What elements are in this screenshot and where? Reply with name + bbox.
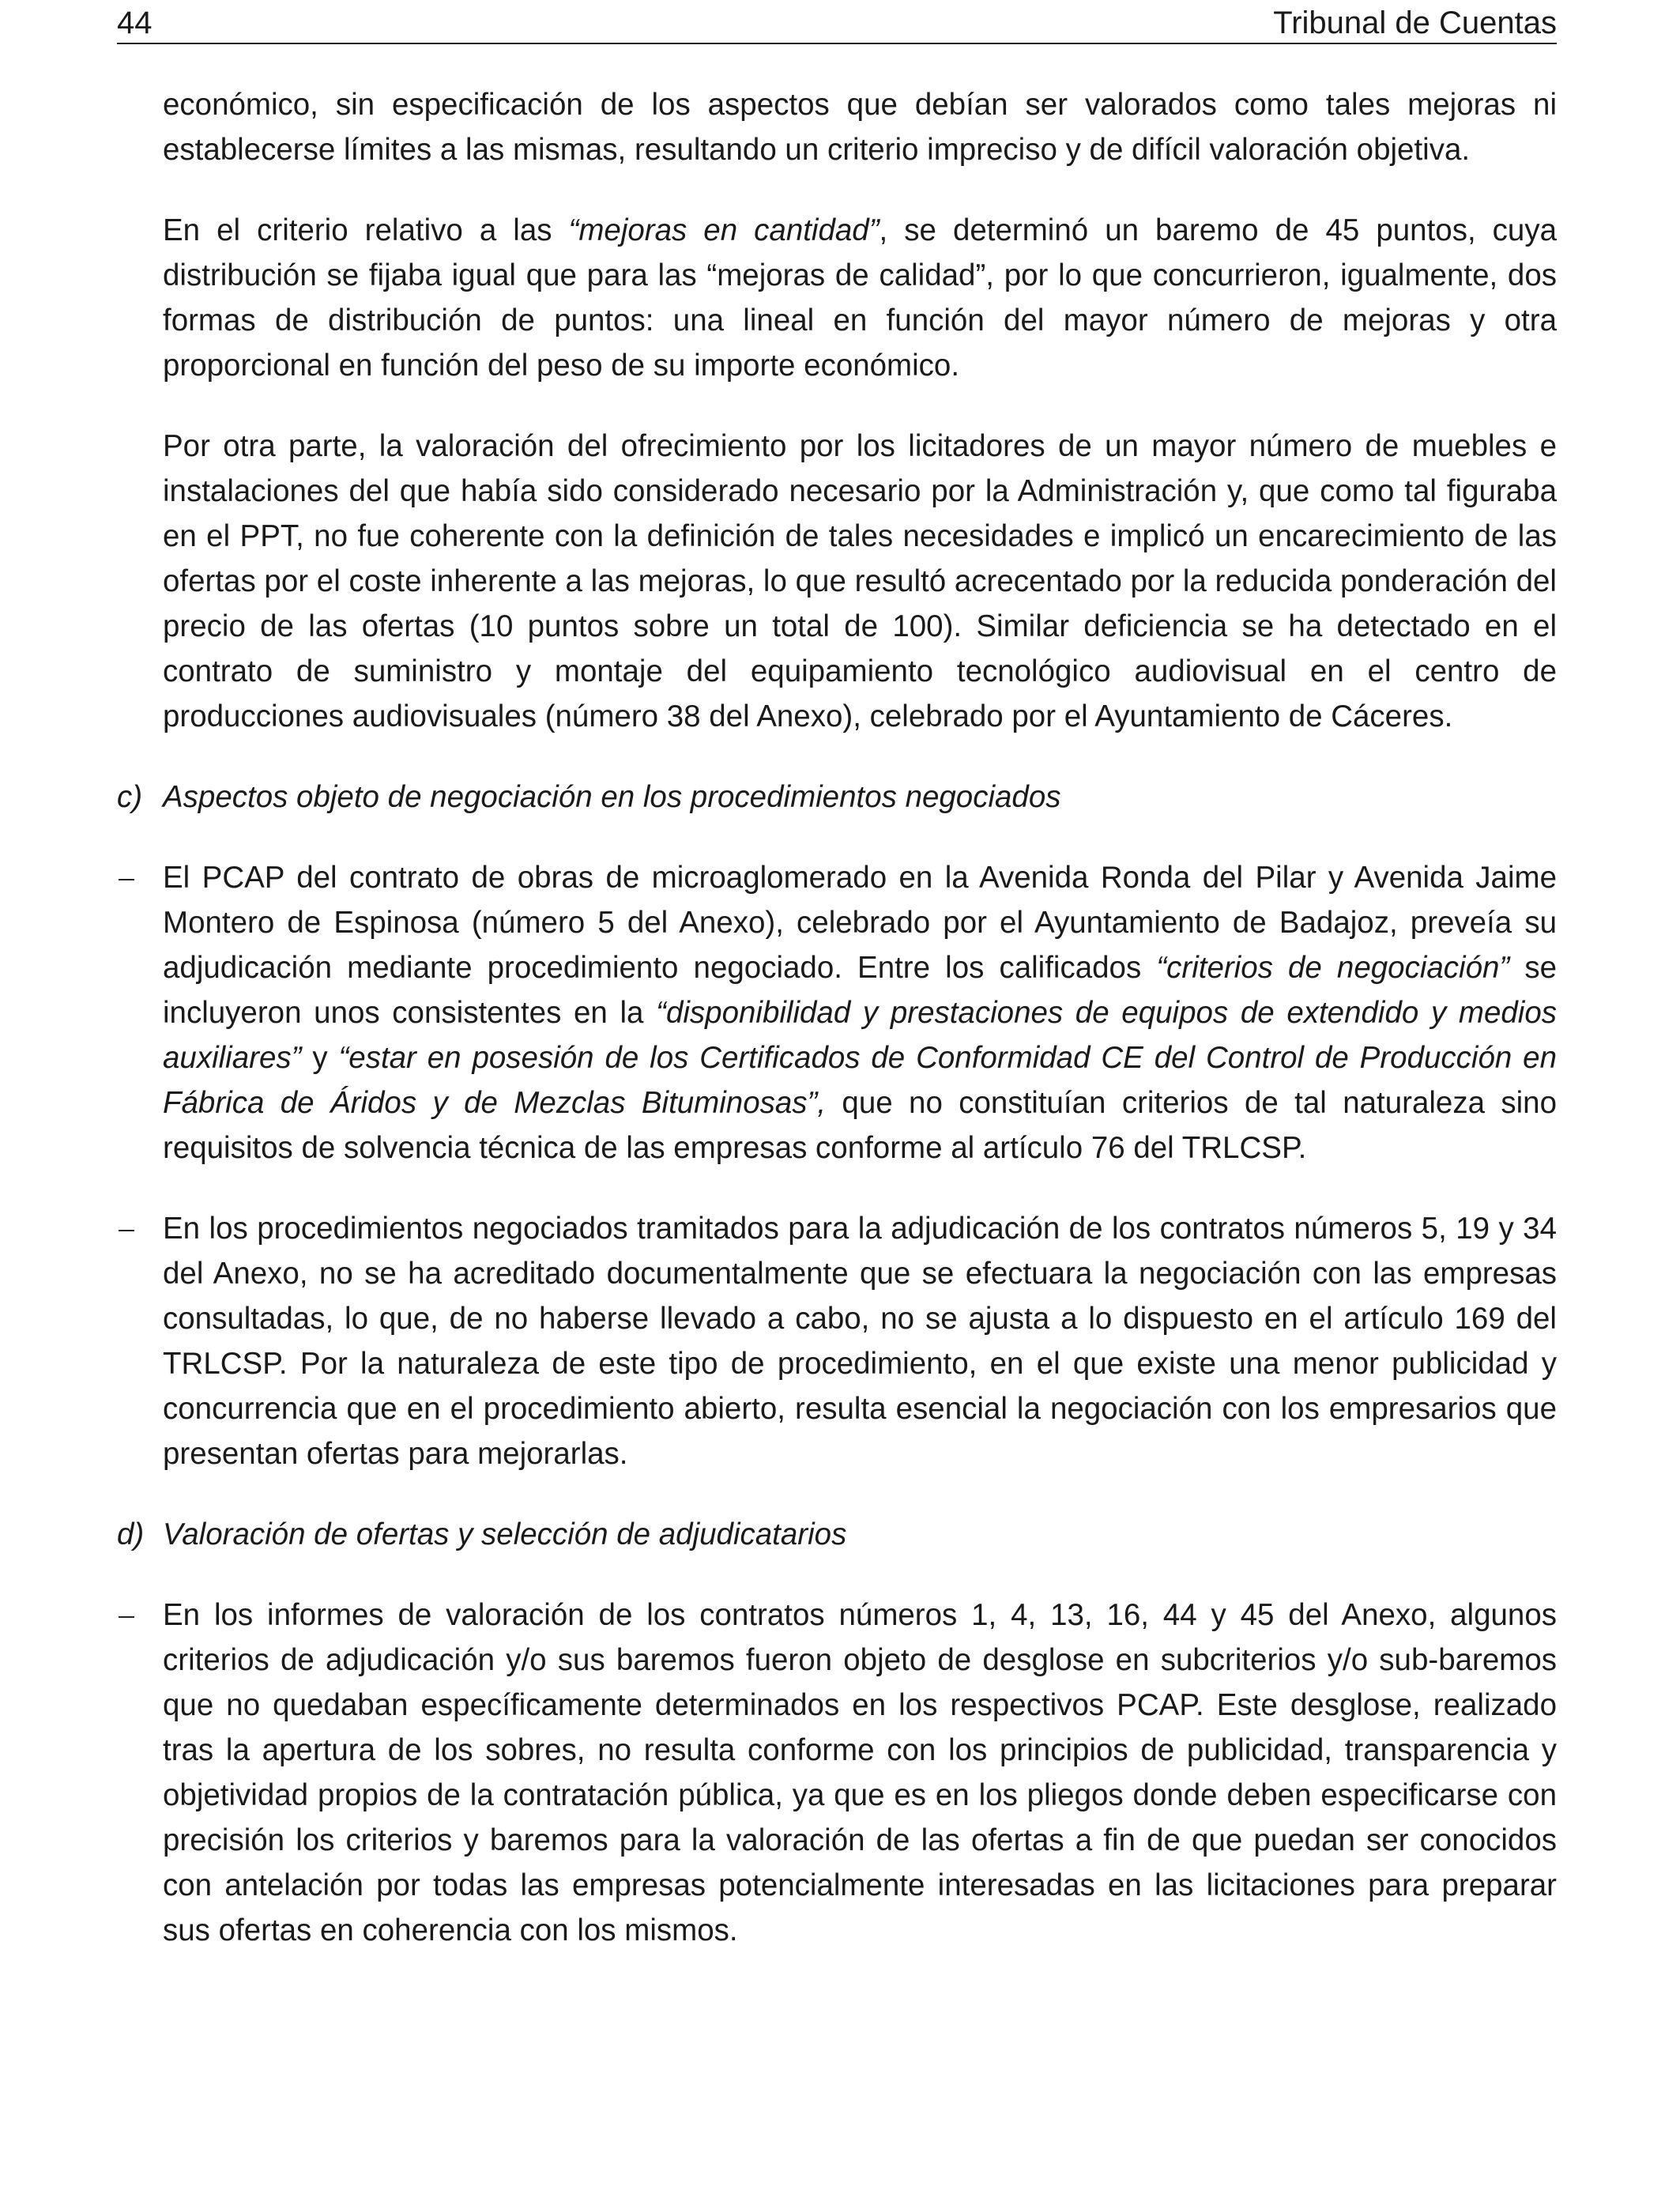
paragraph-text: En el criterio relativo a las bbox=[163, 213, 569, 247]
italic-quote: “mejoras en cantidad” bbox=[568, 213, 880, 247]
section-label: d) bbox=[117, 1517, 145, 1551]
bullet-item bbox=[117, 1206, 1557, 1476]
bullet-item bbox=[117, 855, 1557, 1171]
paragraph-mejoras-cantidad bbox=[117, 208, 1557, 388]
italic-quote: “estar en posesión de los Certificados de Conformidad CE del Control de Producción en Fábrica de Áridos y de Mezclas Bituminosas”, bbox=[163, 1041, 1557, 1120]
bullet-text bbox=[163, 855, 1557, 1171]
dash-bullet-icon bbox=[117, 855, 163, 1171]
bullet-text-segment: El PCAP del contrato de obras de microaglomerado en la Avenida Ronda del Pilar y Avenida Jaime Montero de Espinosa (número 5 del Anexo), celebrado por el Ayuntamiento de Badajoz, preveía su adjudicación mediante procedimiento negociado. Entre los calificados bbox=[163, 861, 1557, 985]
paragraph-valoracion-ofrecimiento: Por otra parte, la valoración del ofrecimiento por los licitadores de un mayor número de muebles e instalaciones del que había sido considerado necesario por la Administración y, que como tal figuraba en el PPT, no fue coherente con la definición de tales necesidades e implicó un encarecimiento de las ofertas por el coste inherente a las mejoras, lo que resultó acrecentado por la reducida ponderación del precio de las ofertas (10 puntos sobre un total de 100). Similar deficiencia se ha detectado en el contrato de suministro y montaje del equipamiento tecnológico audiovisual en el centro de producciones audiovisuales (número 38 del Anexo), celebrado por el Ayuntamiento de Cáceres. bbox=[163, 429, 1557, 733]
dash-bullet-icon bbox=[117, 1206, 163, 1476]
italic-quote: “criterios de negociación” bbox=[1156, 951, 1510, 985]
dash-bullet-icon bbox=[117, 1593, 163, 1953]
header-title: Tribunal de Cuentas bbox=[1273, 6, 1557, 40]
page-header bbox=[117, 3, 1557, 44]
section-title: Aspectos objeto de negociación en los procedimientos negociados bbox=[163, 780, 1061, 814]
paragraph-text: , se determinó un baremo de 45 puntos, cuya distribución se fijaba igual que para las “mejoras de calidad”, por lo que concurrieron, igualmente, dos formas de distribución de puntos: una lineal en función del mayor número de mejoras y otra proporcional en función del peso de su importe económico. bbox=[163, 213, 1557, 383]
bullet-text: En los informes de valoración de los contratos números 1, 4, 13, 16, 44 y 45 del Anexo, algunos criterios de adjudicación y/o sus baremos fueron objeto de desglose en subcriterios y/o sub-baremos que no quedaban específicamente determinados en los respectivos PCAP. Este desglose, realizado tras la apertura de los sobres, no resulta conforme con los principios de publicidad, transparencia y objetividad propios de la contratación pública, ya que es en los pliegos donde deben especificarse con precisión los criterios y baremos para la valoración de las ofertas a fin de que puedan ser conocidos con antelación por todas las empresas potencialmente interesadas en las licitaciones para preparar sus ofertas en coherencia con los mismos. bbox=[163, 1598, 1557, 1947]
section-heading-c bbox=[117, 775, 1557, 820]
section-title: Valoración de ofertas y selección de adjudicatarios bbox=[163, 1517, 847, 1551]
bullet-text-segment: que no constituían criterios de tal naturaleza sino requisitos de solvencia técnica de las empresas conforme al artículo 76 del TRLCSP. bbox=[163, 1086, 1557, 1165]
bullet-text-segment: y bbox=[301, 1041, 339, 1075]
document-body bbox=[117, 82, 1557, 1953]
italic-quote: “disponibilidad y prestaciones de equipos de extendido y medios auxiliares” bbox=[163, 996, 1557, 1075]
section-heading-d bbox=[117, 1512, 1557, 1557]
bullet-text-segment: se incluyeron unos consistentes en la bbox=[163, 951, 1557, 1030]
bullet-text: En los procedimientos negociados tramitados para la adjudicación de los contratos números 5, 19 y 34 del Anexo, no se ha acreditado documentalmente que se efectuara la negociación con las empresas consultadas, lo que, de no haberse llevado a cabo, no se ajusta a lo dispuesto en el artículo 169 del TRLCSP. Por la naturaleza de este tipo de procedimiento, en el que existe una menor publicidad y concurrencia que en el procedimiento abierto, resulta esencial la negociación con los empresarios que presentan ofertas para mejorarlas. bbox=[163, 1212, 1557, 1471]
bullet-item bbox=[117, 1593, 1557, 1953]
paragraph-continuation: económico, sin especificación de los aspectos que debían ser valorados como tales mejoras ni establecerse límites a las mismas, resultando un criterio impreciso y de difícil valoración objetiva. bbox=[163, 88, 1557, 167]
section-label: c) bbox=[117, 780, 143, 814]
page-number: 44 bbox=[117, 6, 153, 40]
